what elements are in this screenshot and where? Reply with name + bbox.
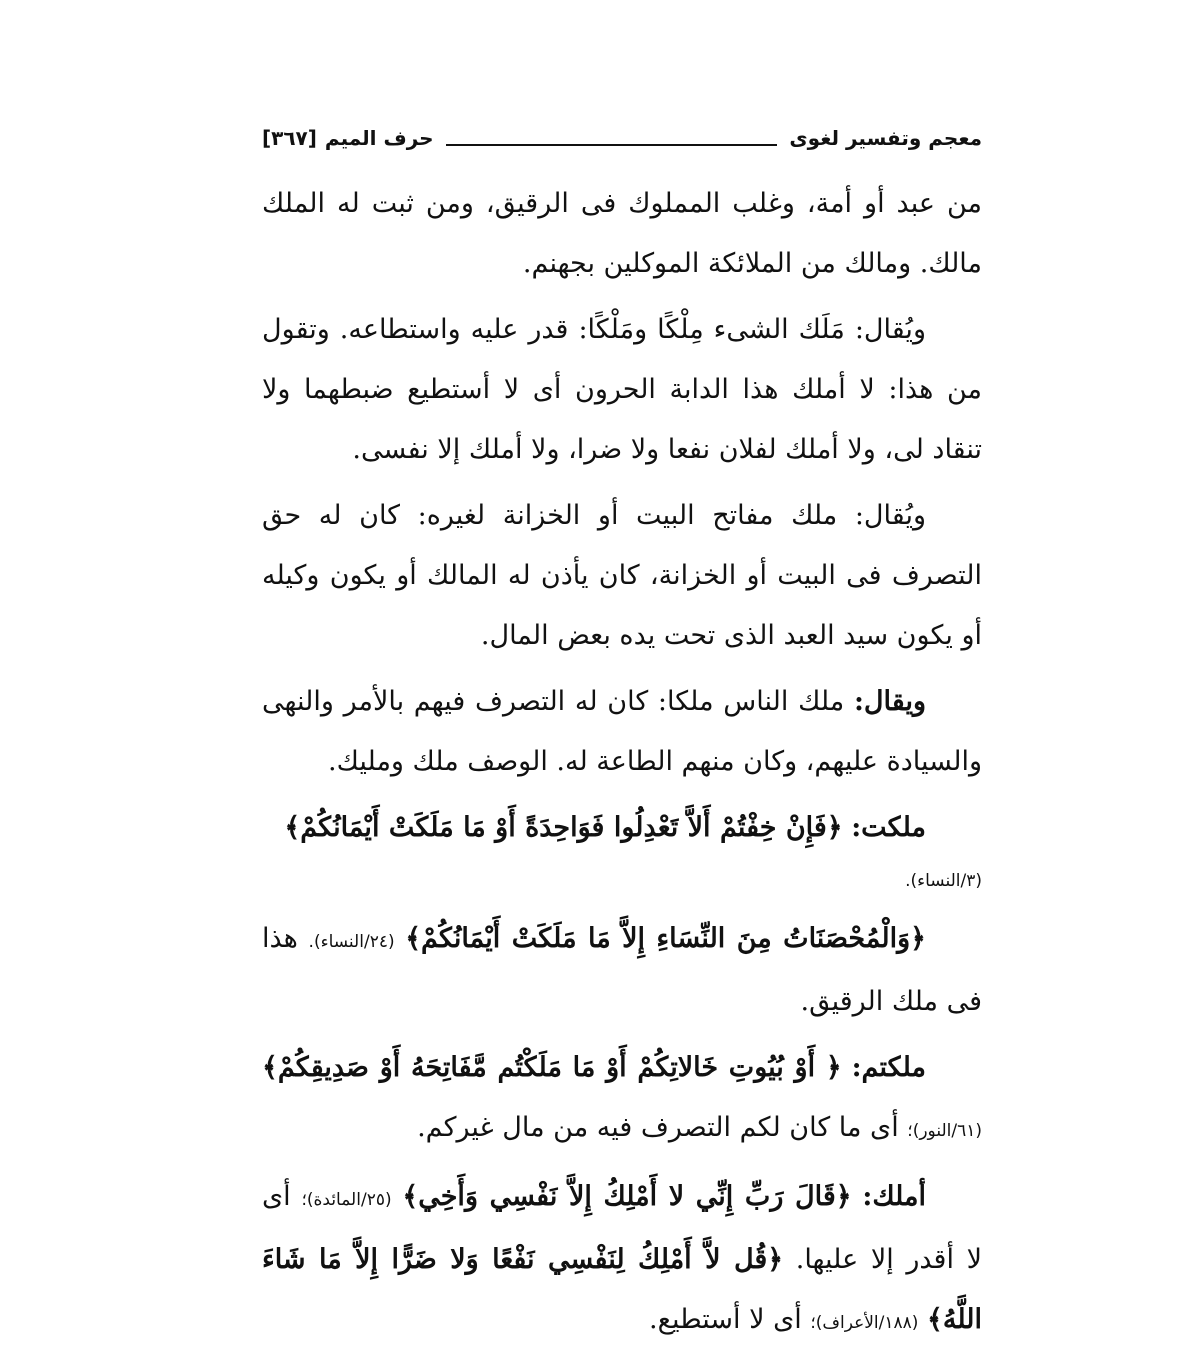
entry-term: ويقال: xyxy=(853,686,926,717)
paragraph xyxy=(262,798,982,858)
entry-term: أملك: xyxy=(862,1181,927,1212)
definition-text: أى لا أستطيع. xyxy=(649,1304,802,1335)
verse-reference: (٦١/النور)؛ xyxy=(907,1121,982,1141)
definition-text: أى ما كان لكم التصرف فيه من مال غيركم. xyxy=(417,1112,899,1143)
definition-text: هذا فى ملك الرقيق. xyxy=(262,923,982,1017)
quran-verse: ﴿ أَوْ بُيُوتِ خَالاتِكُمْ أَوْ مَا مَلَكْتُم مَّفَاتِحَهُ أَوْ صَدِيقِكُمْ﴾ xyxy=(262,1052,842,1083)
entry-term: ملكت: xyxy=(851,812,926,843)
entry-term: ملكتم: xyxy=(851,1052,926,1083)
verse-reference: (١٨٨/الأعراف)؛ xyxy=(810,1313,919,1333)
quran-verse: ﴿فَإِنْ خِفْتُمْ أَلاَّ تَعْدِلُوا فَوَاحِدَةً أَوْ مَا مَلَكَتْ أَيْمَانُكُمْ﴾ xyxy=(284,812,843,843)
paragraph xyxy=(262,1167,982,1353)
verse-reference: (٢٥/المائدة)؛ xyxy=(301,1190,392,1210)
running-header xyxy=(262,118,982,158)
header-section xyxy=(262,126,434,150)
definition-text: أى لا أقدر إلا عليها. xyxy=(262,1181,982,1275)
document-page xyxy=(262,110,982,1335)
definition-text: ملك الناس ملكا: كان له التصرف فيهم بالأمر والنهى والسيادة عليهم، وكان منهم الطاعة له. الوصف ملك ومليك. xyxy=(262,686,982,777)
quran-verse: ﴿وَالْمُحْصَنَاتُ مِنَ النِّسَاءِ إِلاَّ مَا مَلَكَتْ أَيْمَانُكُمْ﴾ xyxy=(405,923,926,954)
page-number: [٣٦٧] xyxy=(262,126,317,150)
header-rule xyxy=(446,130,778,146)
paragraph xyxy=(262,858,982,901)
book-title: معجم وتفسير لغوى xyxy=(789,126,982,150)
verse-reference: (٢٤/النساء). xyxy=(308,932,395,952)
paragraph: ويُقال: ملك مفاتح البيت أو الخزانة لغيره: كان له حق التصرف فى البيت أو الخزانة، كان يأذن له المالك أو يكون وكيله أو يكون سيد العبد الذى تحت يده بعض المال. xyxy=(262,500,982,651)
quran-verse: ﴿قَالَ رَبِّ إِنِّي لا أَمْلِكُ إِلاَّ نَفْسِي وَأَخِي﴾ xyxy=(402,1181,852,1212)
verse-reference: (٣/النساء). xyxy=(905,871,982,891)
section-title: حرف الميم xyxy=(324,126,434,150)
paragraph xyxy=(262,672,982,792)
paragraph xyxy=(262,1038,982,1161)
paragraph: من عبد أو أمة، وغلب المملوك فى الرقيق، ومن ثبت له الملك مالك. ومالك من الملائكة الموكلين بجهنم. xyxy=(262,188,982,279)
paragraph: ويُقال: مَلَك الشىء مِلْكًا ومَلْكًا: قدر عليه واستطاعه. وتقول من هذا: لا أملك هذا الدابة الحرون أى لا أستطيع ضبطهما ولا تنقاد لى، ولا أملك لفلان نفعا ولا ضرا، ولا أملك إلا نفسى. xyxy=(262,314,982,465)
page-body xyxy=(262,174,982,1359)
paragraph xyxy=(262,909,982,1032)
quran-verse: ﴿قُل لاَّ أَمْلِكُ لِنَفْسِي نَفْعًا وَلا ضَرًّا إِلاَّ مَا شَاءَ اللَّهُ﴾ xyxy=(262,1244,982,1335)
